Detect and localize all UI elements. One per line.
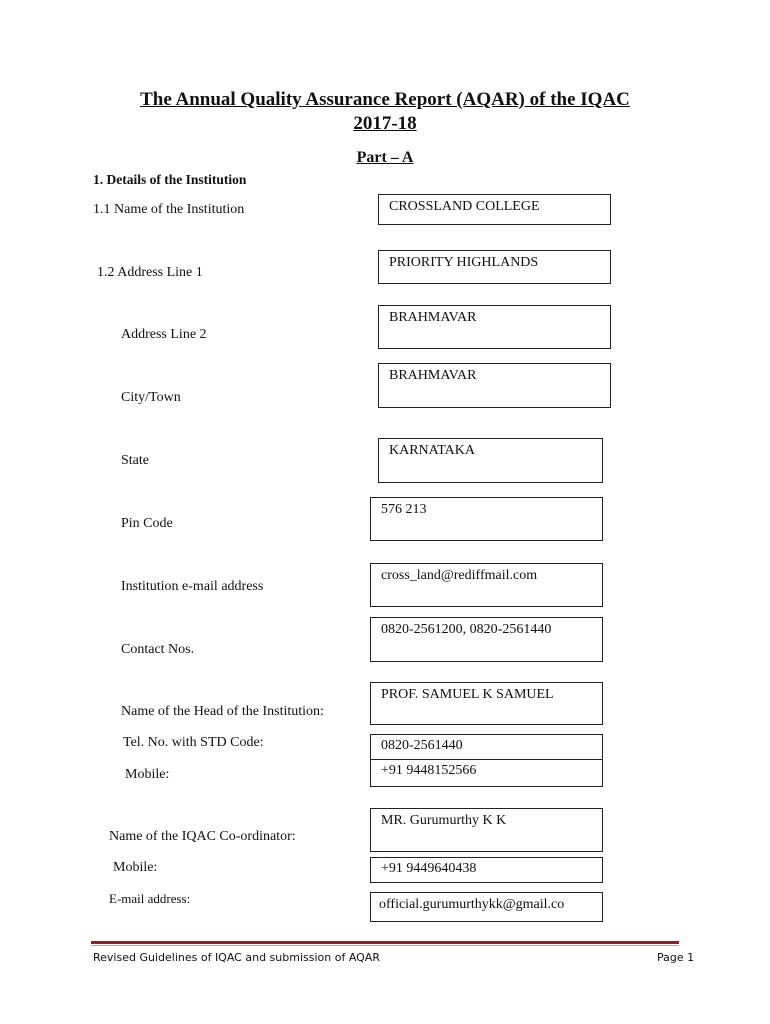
head-name-label: Name of the Head of the Institution: <box>121 704 324 719</box>
institution-email-label: Institution e-mail address <box>121 579 264 594</box>
address-line2-label: Address Line 2 <box>121 327 207 342</box>
state-field[interactable]: KARNATAKA <box>378 438 603 483</box>
coordinator-name-label: Name of the IQAC Co-ordinator: <box>109 829 296 844</box>
contact-numbers-label: Contact Nos. <box>121 642 195 657</box>
telephone-label: Tel. No. with STD Code: <box>123 735 264 750</box>
address-line1-label: 1.2 Address Line 1 <box>97 265 203 280</box>
coordinator-mobile-field[interactable]: +91 9449640438 <box>370 857 603 883</box>
section-heading: 1. Details of the Institution <box>93 172 247 187</box>
telephone-field[interactable]: 0820-2561440 <box>370 734 603 760</box>
coordinator-mobile-label: Mobile: <box>113 860 158 875</box>
head-name-field[interactable]: PROF. SAMUEL K SAMUEL <box>370 682 603 725</box>
coordinator-email-field[interactable]: official.gurumurthykk@gmail.co <box>370 892 603 922</box>
head-mobile-label: Mobile: <box>125 767 170 782</box>
institution-email-field[interactable]: cross_land@rediffmail.com <box>370 563 603 607</box>
address-line2-field[interactable]: BRAHMAVAR <box>378 305 611 349</box>
head-mobile-field[interactable]: +91 9448152566 <box>370 759 603 787</box>
city-field[interactable]: BRAHMAVAR <box>378 363 611 408</box>
footer-rule-shadow <box>91 945 679 946</box>
report-title: The Annual Quality Assurance Report (AQAR) of the IQAC <box>140 89 630 110</box>
coordinator-name-field[interactable]: MR. Gurumurthy K K <box>370 808 603 852</box>
state-label: State <box>121 453 149 468</box>
footer-text: Revised Guidelines of IQAC and submission of AQAR <box>93 951 380 964</box>
report-year: 2017-18 <box>353 113 417 134</box>
part-heading: Part – A <box>356 149 414 166</box>
pin-code-field[interactable]: 576 213 <box>370 497 603 541</box>
page-number: Page 1 <box>657 951 695 964</box>
footer-rule <box>91 941 679 944</box>
city-label: City/Town <box>121 390 181 405</box>
institution-name-field[interactable]: CROSSLAND COLLEGE <box>378 194 611 225</box>
contact-numbers-field[interactable]: 0820-2561200, 0820-2561440 <box>370 617 603 662</box>
pin-code-label: Pin Code <box>121 516 173 531</box>
institution-name-label: 1.1 Name of the Institution <box>93 202 245 217</box>
coordinator-email-label: E-mail address: <box>109 891 191 906</box>
address-line1-field[interactable]: PRIORITY HIGHLANDS <box>378 250 611 284</box>
